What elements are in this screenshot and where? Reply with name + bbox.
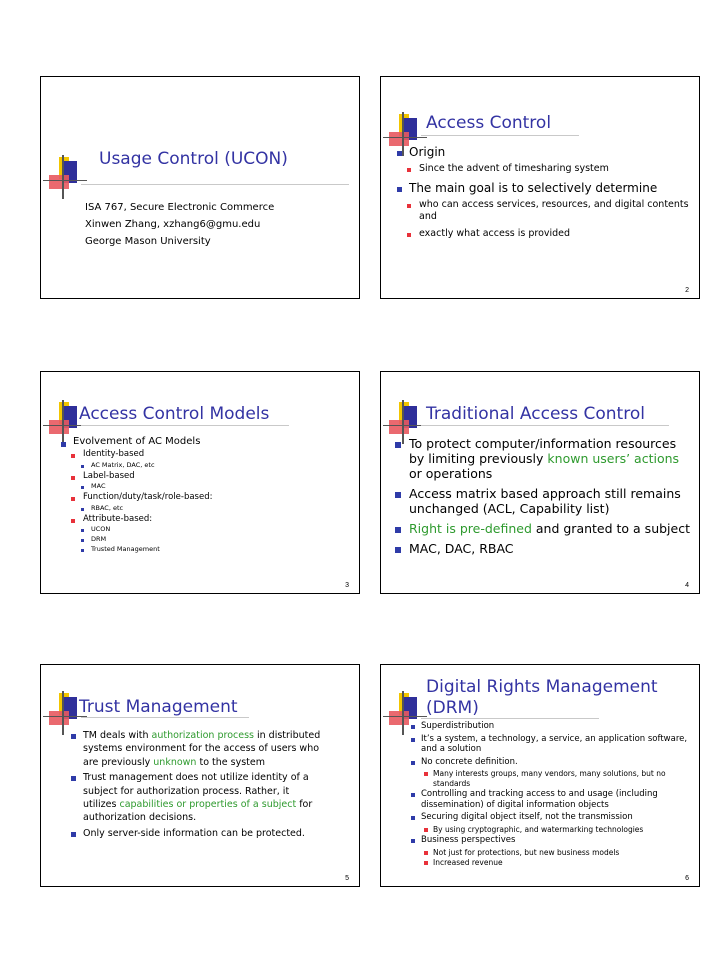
bullet-origin: Origin <box>395 145 691 160</box>
highlight-authorization: authorization process <box>151 730 254 741</box>
model-attribute-based: Attribute-based: <box>59 514 349 525</box>
page-number: 5 <box>345 875 349 882</box>
slide-title: Traditional Access Control <box>426 404 645 424</box>
title-rule <box>421 425 669 426</box>
title-rule <box>421 135 579 136</box>
bullet-server-side: Only server-side information can be protected. <box>69 827 321 840</box>
slide-title: Trust Management <box>79 697 238 717</box>
slide-body <box>393 436 693 561</box>
slide-1 <box>40 76 360 299</box>
title-rule <box>81 425 289 426</box>
model-label-based: Label-based <box>59 471 349 482</box>
bullet-evolvement: Evolvement of AC Models <box>59 436 349 448</box>
bullet-protect: To protect computer/information resources by limiting previously known users’ actions or operations <box>393 436 693 481</box>
author-info <box>85 199 274 250</box>
slide-4 <box>380 371 700 594</box>
slide-title: Usage Control (UCON) <box>99 149 288 169</box>
slide-body <box>409 721 693 869</box>
sub-bullet: Since the advent of timesharing system <box>395 163 691 175</box>
model-example: MAC <box>59 482 349 491</box>
bullet-predefined: Right is pre-defined and granted to a subject <box>393 521 693 536</box>
highlight-unknown: unknown <box>153 756 197 768</box>
slide-title: Access Control Models <box>79 404 270 424</box>
sub-bullet: Not just for protections, but new business models <box>409 848 693 858</box>
sub-bullet: By using cryptographic, and watermarking technologies <box>409 825 693 835</box>
bullet-tm-deals: TM deals with authorization process in distributed systems environment for the access of users who are previously unknown to the system <box>69 729 321 769</box>
slide-2 <box>380 76 700 299</box>
model-example: UCON <box>59 525 349 534</box>
slide-body <box>59 436 349 555</box>
bullet-models: MAC, DAC, RBAC <box>393 541 693 556</box>
slide-logo-icon <box>43 155 87 199</box>
bullet-main-goal: The main goal is to selectively determine <box>395 181 691 196</box>
slide-3 <box>40 371 360 594</box>
course-name: ISA 767, Secure Electronic Commerce <box>85 202 275 213</box>
model-example: Trusted Management <box>59 545 349 554</box>
page-number: 3 <box>345 582 349 589</box>
slide-title: Access Control <box>426 113 552 133</box>
slide-6 <box>380 664 700 887</box>
slide-body <box>69 729 321 842</box>
model-example: AC Matrix, DAC, etc <box>59 461 349 470</box>
slide-body <box>395 145 691 241</box>
slide-title-line-2: (DRM) <box>426 698 479 718</box>
page-number: 2 <box>685 287 689 294</box>
bullet-superdistribution: Superdistribution <box>409 721 693 732</box>
sub-bullet: Increased revenue <box>409 858 693 868</box>
title-rule <box>81 184 349 185</box>
author-name: Xinwen Zhang, xzhang6@gmu.edu <box>85 219 261 230</box>
page-number: 4 <box>685 582 689 589</box>
sub-bullet: Many interests groups, many vendors, many solutions, but no standards <box>409 769 693 788</box>
bullet-access-matrix: Access matrix based approach still remains unchanged (ACL, Capability list) <box>393 486 693 516</box>
slide-title-line-1: Digital Rights Management <box>426 677 658 697</box>
highlight-known-users: known users’ actions <box>547 451 680 466</box>
model-identity-based: Identity-based <box>59 449 349 460</box>
university: George Mason University <box>85 236 211 247</box>
model-role-based: Function/duty/task/role-based: <box>59 492 349 503</box>
slide-5 <box>40 664 360 887</box>
bullet-system: It’s a system, a technology, a service, an application software, and a solution <box>409 734 693 755</box>
bullet-tm-identity: Trust management does not utilize identity of a subject for authorization process. Rather, it utilizes capabilities or properties of a subject for authorization decisions. <box>69 771 321 825</box>
sub-bullet: who can access services, resources, and digital contents and <box>395 199 691 223</box>
highlight-predefined: Right is pre-defined <box>409 521 532 536</box>
page-number: 6 <box>685 875 689 882</box>
model-example: DRM <box>59 535 349 544</box>
bullet-securing: Securing digital object itself, not the transmission <box>409 812 693 823</box>
highlight-capabilities: capabilities or properties of a subject <box>119 799 297 811</box>
model-example: RBAC, etc <box>59 504 349 513</box>
bullet-no-definition: No concrete definition. <box>409 757 693 768</box>
bullet-controlling: Controlling and tracking access to and usage (including dissemination) of digital information objects <box>409 789 693 810</box>
sub-bullet: exactly what access is provided <box>395 228 691 240</box>
bullet-business: Business perspectives <box>409 835 693 846</box>
